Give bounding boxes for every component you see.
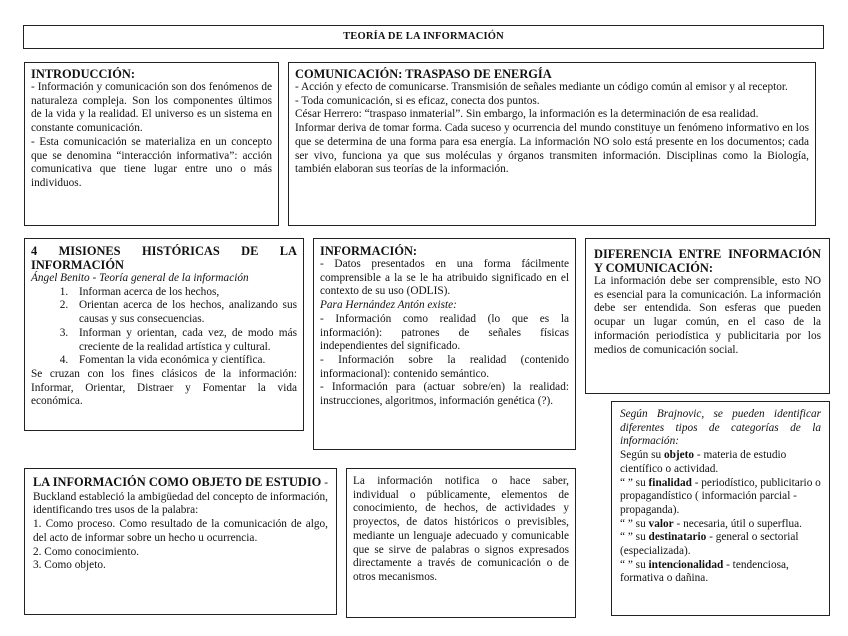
brajnovic-line-term: objeto	[663, 449, 695, 462]
brajnovic-line-pre: “ ” su	[620, 531, 649, 544]
brajnovic-line-term: intencionalidad	[648, 558, 724, 571]
objeto-text: - Buckland estableció la ambigüedad del concepto de información, identificando tres usos de la palabra:	[33, 477, 329, 517]
brajnovic-line	[620, 559, 821, 586]
comunicacion-box	[288, 62, 816, 226]
comunicacion-paragraph: - Acción y efecto de comunicarse. Transmisión de señales mediante un código común al emisor y al receptor.	[295, 81, 788, 93]
misiones-list	[31, 286, 297, 368]
intro-box	[24, 62, 279, 226]
misiones-item: 1. Informan acerca de los hechos,	[71, 286, 297, 300]
intro-paragraph: - Esta comunicación se materializa en un concepto que se denomina “interacción informativa”: acción comunicativa que tiene lugar entre uno o más individuos.	[31, 135, 272, 189]
informacion-item: - Información como realidad (lo que es la información): patrones de señales físicas independientes del significado.	[320, 312, 569, 353]
objeto-item: 1. Como proceso. Como resultado de la comunicación de algo, del acto de informar sobre un hecho u ocurrencia.	[33, 518, 328, 544]
comunicacion-paragraph: César Herrero: “traspaso inmaterial”. Sin embargo, la información es la determinación de esa realidad.	[295, 108, 759, 121]
informacion-heading: INFORMACIÓN:	[320, 244, 418, 258]
informacion-box	[313, 238, 576, 450]
objeto-item: 3. Como objeto.	[33, 559, 106, 572]
informacion-item: - Información para (actuar sobre/en) la realidad: instrucciones, algoritmos, información genética (?).	[320, 381, 569, 408]
comunicacion-paragraph: - Toda comunicación, si es eficaz, conecta dos puntos.	[295, 94, 540, 107]
brajnovic-line-pre: “ ” su	[620, 558, 649, 571]
title-box	[23, 25, 824, 49]
diferencia-text: La información debe ser comprensible, esto NO es esencial para la comunicación. La información debe ser entendida. Son esferas que pueden ocupar un lugar común, en el caso de la información periodística y publicitaria por los medios de comunicación social.	[594, 275, 821, 356]
brajnovic-line-post: - tendenciosa, formativa o dañina.	[620, 558, 789, 585]
brajnovic-line-post: - necesaria, útil o superflua.	[673, 517, 802, 530]
brajnovic-line-term: destinatario	[648, 531, 707, 544]
comunicacion-paragraph: Informar deriva de tomar forma. Cada suceso y ocurrencia del mundo constituye un fenómeno informativo en los que se determina de una forma para esa energía. La información NO solo está presente en los documentos; cada ser vivo, funciona ya que sus moléculas y órganos transmiten información. Disciplinas como la Biología, también elaboran sus teorías de la información.	[295, 122, 809, 176]
misiones-source: Ángel Benito - Teoría general de la información	[31, 272, 249, 284]
informacion-source: Para Hernández Antón existe:	[320, 299, 457, 312]
brajnovic-intro: Según Brajnovic, se pueden identificar diferentes tipos de categorías de la información:	[620, 408, 821, 448]
objeto-item: 2. Como conocimiento.	[33, 545, 140, 558]
misiones-item: 2. Orientan acerca de los hechos, analizando sus causas y sus consecuencias.	[71, 299, 297, 326]
intro-heading: INTRODUCCIÓN:	[31, 67, 135, 81]
misiones-heading: 4 MISIONES HISTÓRICAS DE LA INFORMACIÓN	[31, 244, 297, 272]
objeto-box	[24, 468, 337, 615]
brajnovic-line-term: finalidad	[648, 476, 692, 489]
misiones-item: 4. Fomentan la vida económica y científica.	[71, 354, 297, 368]
misiones-closing: Se cruzan con los fines clásicos de la información: Informar, Orientar, Distraer y Fomentar la vida económica.	[31, 367, 297, 408]
notifica-box	[346, 468, 576, 618]
brajnovic-line-term: valor	[648, 517, 674, 530]
informacion-item: - Información sobre la realidad (contenido informacional): contenido semántico.	[320, 353, 569, 380]
brajnovic-line-pre: Según su	[620, 449, 664, 462]
brajnovic-line	[620, 518, 821, 532]
misiones-box	[24, 238, 304, 431]
misiones-item: 3. Informan y orientan, cada vez, de modo más creciente de la realidad artística y cultural.	[71, 327, 297, 354]
brajnovic-line	[620, 531, 821, 558]
brajnovic-line	[620, 477, 821, 518]
intro-paragraph: - Información y comunicación son dos fenómenos de naturaleza compleja. Son los componentes últimos de la vida y la realidad. El universo es un sistema en constante comunicación.	[31, 81, 272, 135]
brajnovic-line-post: - general o sectorial (especializada).	[620, 531, 799, 558]
brajnovic-line-post: - materia de estudio científico o actividad.	[620, 449, 787, 475]
brajnovic-box	[611, 401, 830, 616]
brajnovic-line-post: - periodístico, publicitario o propagandístico ( información parcial - propaganda).	[620, 476, 821, 516]
objeto-heading: LA INFORMACIÓN COMO OBJETO DE ESTUDIO	[33, 475, 322, 489]
comunicacion-heading: COMUNICACIÓN: TRASPASO DE ENERGÍA	[295, 67, 552, 81]
notifica-text: La información notifica o hace saber, individual o públicamente, elementos de conocimiento, de hechos, de actividades y proyectos, de datos históricos o previsibles, mediante un lenguaje adecuado y comunicable que se sirve de palabras o signos expresados directamente a través de comunicación o de otros mecanismos.	[353, 475, 569, 583]
brajnovic-line-pre: “ ” su	[620, 517, 649, 530]
diferencia-box	[585, 238, 830, 394]
informacion-definition: - Datos presentados en una forma fácilmente comprensible a la se le ha atribuido significado en el contexto de su uso (ODLIS).	[320, 258, 569, 298]
brajnovic-line-pre: “ ” su	[620, 476, 649, 489]
document-title: TEORÍA DE LA INFORMACIÓN	[343, 31, 504, 42]
brajnovic-line	[620, 449, 821, 476]
diferencia-heading: DIFERENCIA ENTRE INFORMACIÓN Y COMUNICACIÓN:	[594, 247, 821, 275]
